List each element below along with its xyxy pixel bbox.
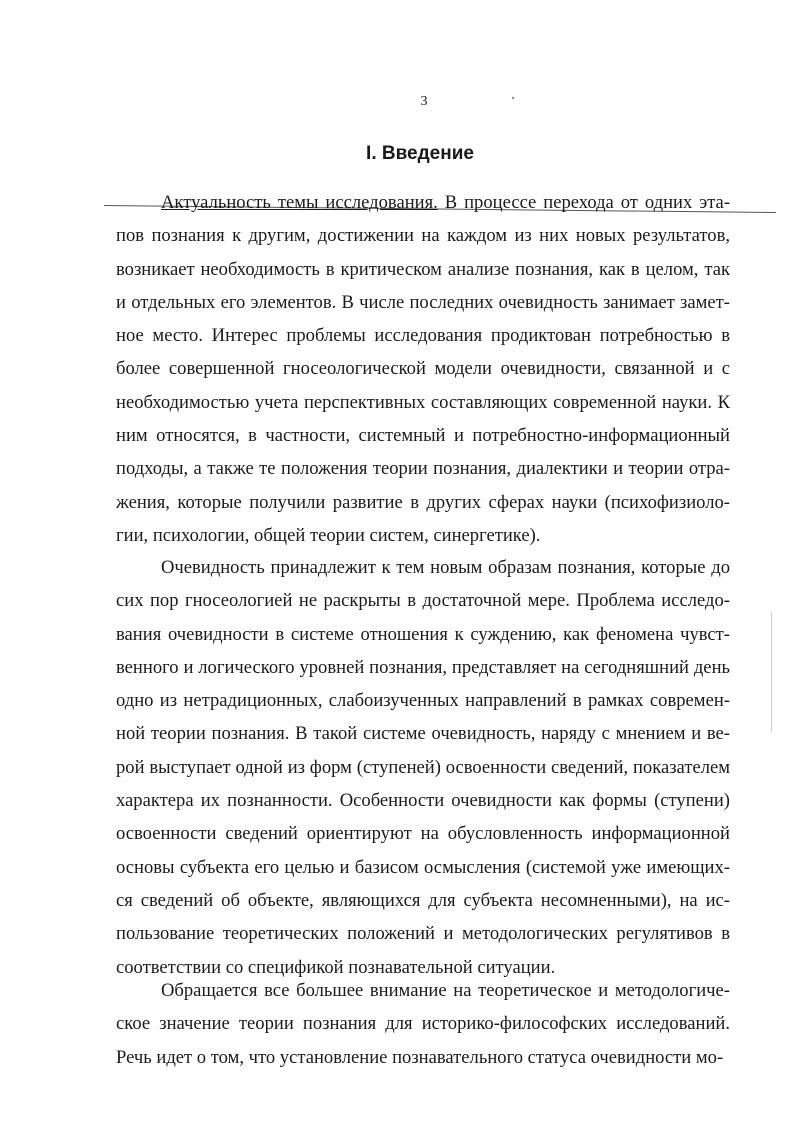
paragraph-3: Обращается все большее внимание на теоретическое и методологическое значение теории познания для историко-философских исследований. Речь идет о том, что установление познавательного статуса очевидности мо- [116,980,730,1068]
paragraph-relevance [116,186,730,552]
paragraph-1-text: В процессе перехода от одних этапов познания к другим, достижении на каждом из них новых результатов, возникает необходимость в критическом анализе познания, как в целом, так и отдельных его элементов. В числе последних очевидность занимает заметное место. Интерес проблемы исследования продиктован потребностью в более совершенной гносеологической модели очевидности, связанной и с необходимостью учета перспективных составляющих современной науки. К ним относятся, в частности, системный и потребностно-информационный подходы, а также те положения теории познания, диалектики и теории отражения, которые получили развитие в других сферах науки (психофизиологии, психологии, общей теории систем, синергетике). [116,192,731,546]
scan-speck [771,612,772,732]
relevance-lead: Актуальность темы исследования. [161,192,438,213]
paragraph-1 [116,186,730,552]
scan-speck [512,97,514,99]
section-heading: I. Введение [366,143,474,164]
paragraph-evidence [116,551,730,984]
paragraph-2: Очевидность принадлежит к тем новым образам познания, которые до сих пор гносеологией не раскрыты в достаточной мере. Проблема исследования очевидности в системе отношения к суждению, как феномена чувственного и логического уровней познания, представляет на сегодняшний день одно из нетрадиционных, слабоизученных направлений в рамках современной теории познания. В такой системе очевидность, наряду с мнением и верой выступает одной из форм (ступеней) освоенности сведений, показателем характера их познанности. Особенности очевидности как формы (ступени) освоенности сведений ориентируют на обусловленность информационной основы субъекта его целью и базисом осмысления (системой уже имеющихся сведений об объекте, являющихся для субъекта несомненными), на использование теоретических положений и методологических регулятивов в соответствии со спецификой познавательной ситуации. [116,557,730,978]
page-number: 3 [420,94,428,109]
paragraph-attention [116,974,730,1074]
